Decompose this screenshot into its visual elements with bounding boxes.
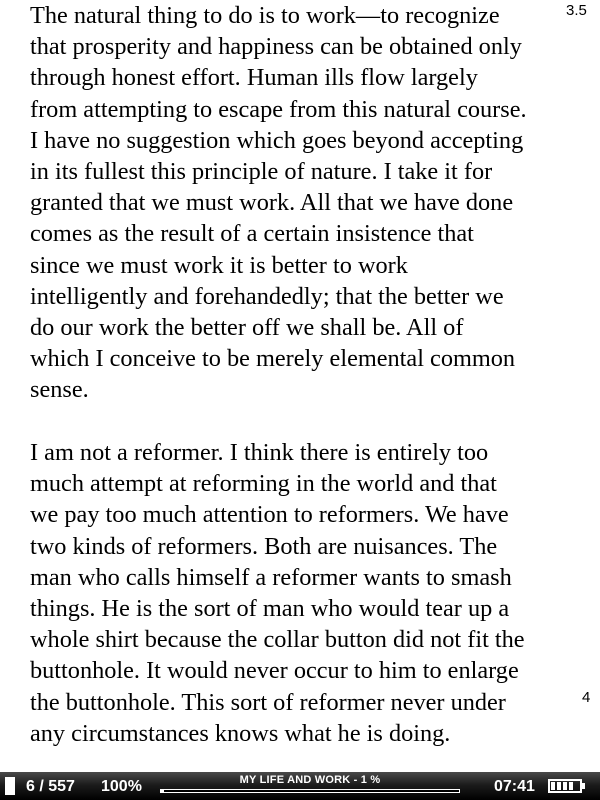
battery-icon	[548, 779, 582, 793]
text-line: comes as the result of a certain insistence that	[30, 220, 474, 248]
text-line: I am not a reformer. I think there is entirely too	[30, 439, 489, 466]
battery-bar	[569, 782, 573, 790]
book-title: MY LIFE AND WORK - 1 %	[239, 774, 381, 786]
text-line: granted that we must work. All that we have done	[30, 189, 514, 217]
battery-bar	[557, 782, 561, 790]
text-line: in its fullest this principle of nature. I take it for	[30, 158, 493, 186]
page-counter[interactable]: 6 / 557	[26, 778, 75, 795]
text-line: much attempt at reforming in the world and that	[30, 470, 497, 498]
text-line: that prosperity and happiness can be obtained only	[30, 33, 522, 61]
text-line: since we must work it is better to work	[30, 251, 408, 279]
text-line: any circumstances knows what he is doing.	[30, 719, 451, 747]
text-line: whole shirt because the collar button did not fit the	[30, 626, 525, 654]
text-line: The natural thing to do is to work—to recognize	[30, 2, 500, 29]
battery-bar	[551, 782, 555, 790]
battery-cap	[582, 783, 585, 789]
zoom-level[interactable]: 100%	[101, 778, 142, 795]
text-line: sense.	[30, 376, 89, 404]
clock: 07:41	[494, 778, 535, 795]
text-line: through honest effort. Human ills flow largely	[30, 64, 478, 92]
text-line: man who calls himself a reformer wants to smash	[30, 563, 512, 591]
text-line: buttonhole. It would never occur to him to enlarge	[30, 657, 519, 685]
page-icon	[5, 777, 15, 795]
reading-progress-bar[interactable]	[160, 789, 460, 793]
reading-progress-fill	[161, 790, 164, 792]
paragraph-2	[30, 437, 575, 749]
margin-location-marker: 3.5	[566, 2, 587, 19]
battery-bar	[563, 782, 567, 790]
margin-location-marker: 4	[582, 689, 591, 706]
text-line: from attempting to escape from this natural course.	[30, 95, 527, 123]
text-line: two kinds of reformers. Both are nuisances. The	[30, 532, 498, 560]
text-line: I have no suggestion which goes beyond accepting	[30, 126, 524, 154]
text-line: do our work the better off we shall be. All of	[30, 314, 464, 342]
text-line: which I conceive to be merely elemental common	[30, 345, 516, 373]
text-line: things. He is the sort of man who would tear up a	[30, 595, 510, 623]
status-bar	[0, 772, 600, 800]
text-line: the buttonhole. This sort of reformer never under	[30, 688, 506, 716]
text-line: we pay too much attention to reformers. We have	[30, 501, 509, 529]
text-line: intelligently and forehandedly; that the better we	[30, 282, 504, 310]
paragraph-1	[30, 0, 575, 406]
